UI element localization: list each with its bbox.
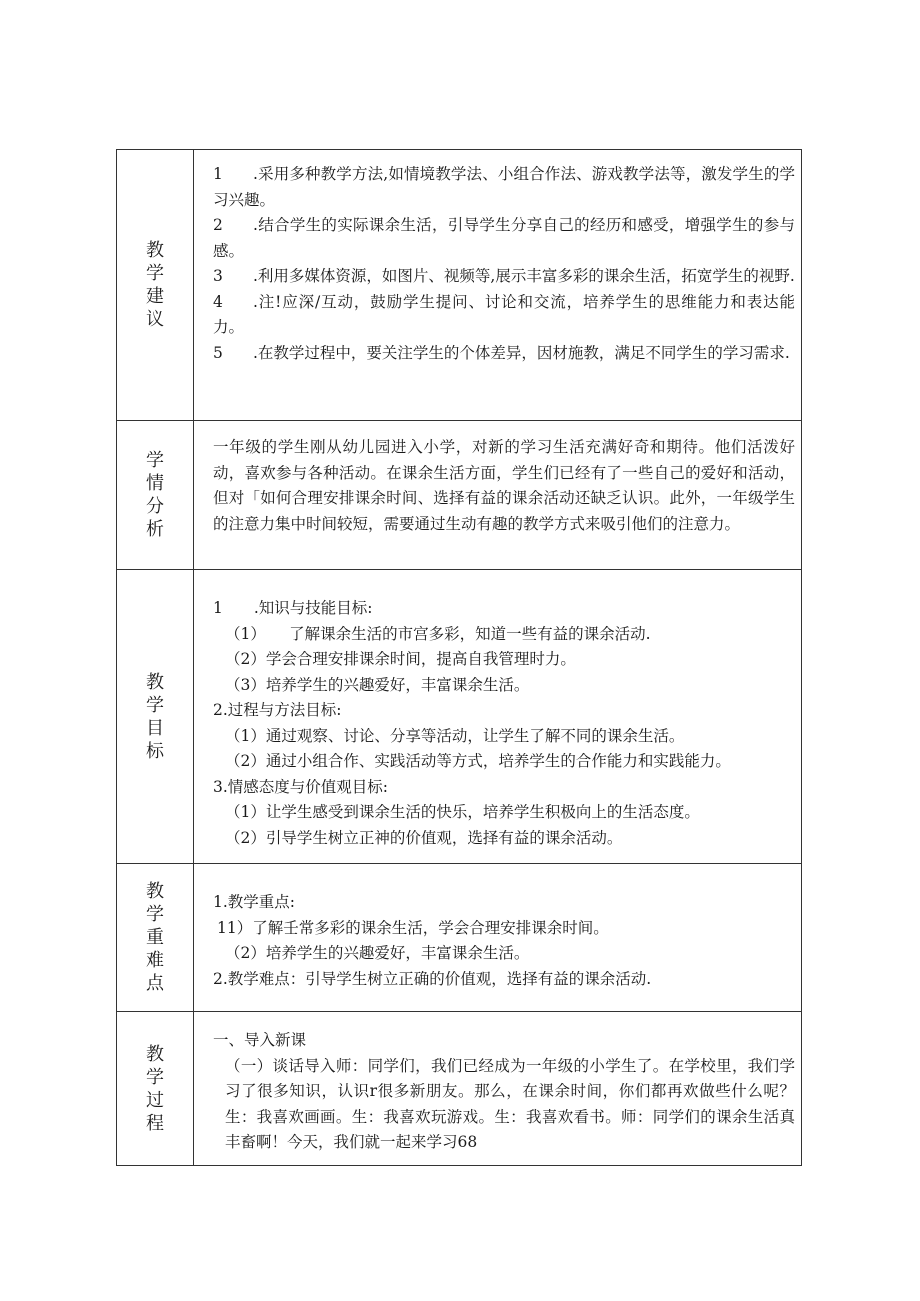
- lesson-plan-table: [116, 149, 802, 1166]
- objective-item: （2）学会合理安排课余时间，提高自我管理时力。: [225, 650, 576, 668]
- row-content: [194, 150, 801, 420]
- objective-item: （2）引导学生树立正神的价值观，选择有益的课余活动。: [225, 828, 623, 847]
- item-text: .注!应深/互动，鼓励学生提问、讨论和交流，培养学生的思维能力和表达能力。: [213, 292, 795, 336]
- label-text: 教学过程: [146, 1043, 164, 1134]
- row-student-analysis: [117, 421, 801, 570]
- row-teaching-suggestions: [117, 150, 801, 421]
- key-point-item: （2）培养学生的兴趣爱好，丰富课余生活。: [225, 944, 530, 962]
- row-content: [194, 570, 801, 863]
- item-number: 4: [213, 292, 223, 311]
- difficult-point: 2.教学难点：引导学生树立正确的价值观，选择有益的课余活动.: [213, 969, 652, 988]
- row-teaching-objectives: [117, 570, 801, 864]
- row-content: [194, 1012, 801, 1165]
- label-text: 教学目标: [146, 671, 164, 762]
- item-text: .采用多种教学方法,如情境教学法、小组合作法、游戏教学法等，激发学生的学习兴趣。: [213, 165, 795, 209]
- row-content: [194, 421, 801, 569]
- row-content: [194, 864, 801, 1011]
- row-teaching-process: [117, 1012, 801, 1165]
- objective-item: （1）让学生感受到课余生活的快乐，培养学生积极向上的生活态度。: [225, 803, 700, 821]
- row-label: [117, 864, 194, 1011]
- paragraph: 一年级的学生刚从幼儿园进入小学，对新的学习生活充满好奇和期待。他们活泼好动，喜欢参与各种活动。在课余生活方面，学生们已经有了一些自己的爱好和活动，但对「如何合理安排课余时间、选择有益的课余活动还缺乏认识。此外，一年级学生的注意力集中时间较短，需要通过生动有趣的教学方式来吸引他们的注意力。: [213, 438, 795, 533]
- item-text: .利用多媒体资源，如图片、视频等,展示丰富多彩的课余生活，拓宽学生的视野.: [253, 267, 795, 285]
- objective-heading: 3.情感态度与价值观目标:: [213, 777, 389, 796]
- row-label: [117, 421, 194, 569]
- item-text: .在教学过程中，要关注学生的个体差异，因材施教，满足不同学生的学习需求.: [253, 343, 790, 362]
- list-item: [213, 213, 795, 264]
- list-item: [213, 290, 795, 341]
- key-point-heading: 1.教学重点:: [213, 893, 296, 911]
- objective-heading: 2.过程与方法目标:: [213, 701, 342, 719]
- row-label: [117, 150, 194, 420]
- section-heading: 一、导入新课: [213, 1031, 307, 1049]
- objective-item: （2）通过小组合作、实践活动等方式，培养学生的合作能力和实践能力。: [225, 752, 731, 770]
- item-number: 3: [213, 267, 223, 285]
- item-number: 1: [213, 165, 223, 183]
- objective-item: （1） 了解课余生活的市宫多彩，知道一些有益的课余活动.: [225, 624, 651, 643]
- label-text: 学情分析: [146, 450, 164, 540]
- row-key-difficult-points: [117, 864, 801, 1012]
- paragraph: （一）谈话导入师：同学们，我们已经成为一年级的小学生了。在学校里，我们学习了很多知识，认识r很多新朋友。那么，在课余时间，你们都再欢做些什么呢？生：我喜欢画画。生：我喜欢玩游戏。生：我喜欢看书。师：同学们的课余生活真丰畜啊！今天，我们就一起来学习68: [225, 1056, 795, 1151]
- row-label: [117, 570, 194, 863]
- item-number: 5: [213, 343, 223, 362]
- objective-heading: 1 .知识与技能目标:: [213, 599, 373, 617]
- label-text: 教学重难点: [146, 881, 164, 994]
- row-label: [117, 1012, 194, 1165]
- list-item: [213, 264, 795, 290]
- key-point-item: 11）了解壬常多彩的课余生活，学会合理安排课余时间。: [217, 918, 609, 937]
- objective-item: （1）通过观察、讨论、分享等活动，让学生了解不同的课余生活。: [225, 726, 685, 745]
- list-item: [213, 341, 795, 367]
- list-item: [213, 162, 795, 213]
- label-text: 教学建议: [146, 240, 164, 330]
- item-number: 2: [213, 216, 223, 234]
- item-text: .结合学生的实际课余生活，引导学生分享自己的经历和感受，增强学生的参与感。: [213, 216, 795, 260]
- objective-item: （3）培养学生的兴趣爱好，丰富课余生活。: [225, 675, 530, 694]
